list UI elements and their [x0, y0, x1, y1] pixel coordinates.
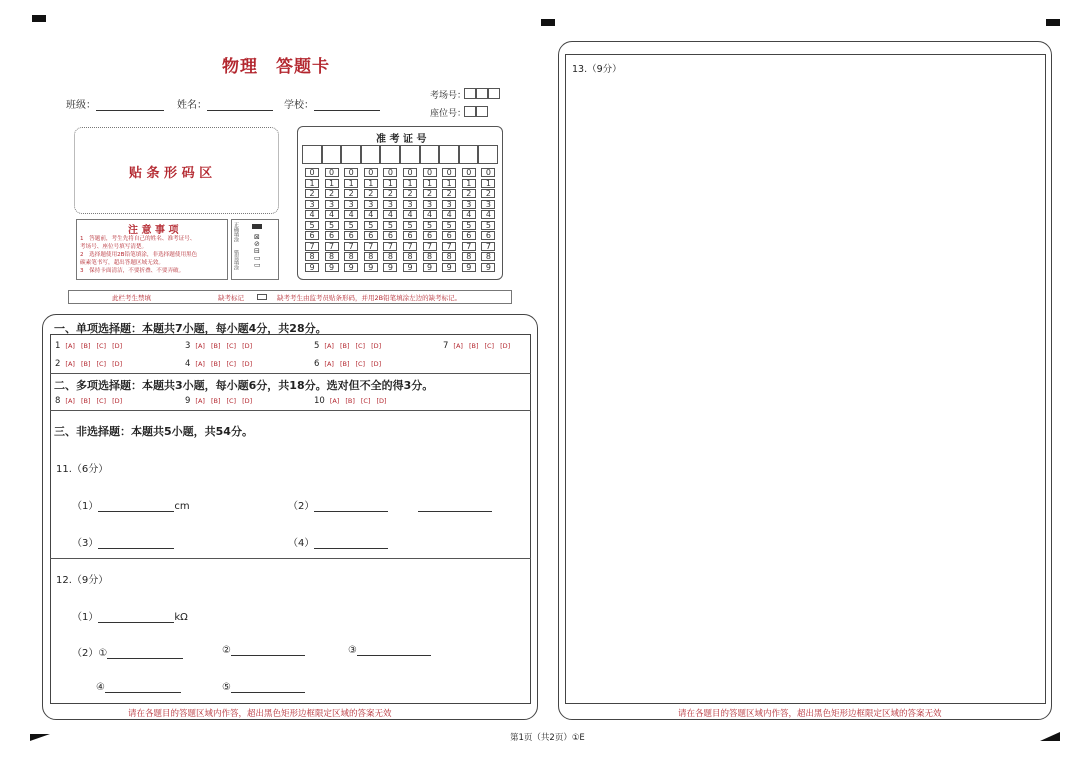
exam-id-bubble[interactable]: 7 [305, 242, 319, 251]
exam-id-bubble[interactable]: 0 [403, 168, 417, 177]
option-bubble[interactable]: [A] [324, 342, 334, 350]
exam-id-bubble[interactable]: 4 [364, 210, 378, 219]
absent-bar-mid: 缺考标记 [218, 294, 244, 302]
exam-id-bubble[interactable]: 4 [344, 210, 358, 219]
choice-question-2 [55, 358, 128, 369]
q11-part4[interactable]: （4） [288, 534, 388, 549]
exam-id-bubble[interactable]: 5 [423, 221, 437, 230]
q12-unit-kohm: kΩ [174, 612, 188, 623]
exam-id-bubble[interactable]: 9 [442, 263, 456, 272]
exam-id-bubble[interactable]: 8 [423, 252, 437, 261]
absent-bar-right: 缺考考生由监考员贴条形码，并用2B铅笔填涂左边的缺考标记。 [277, 294, 462, 302]
notice-text: 1 答题前，考生先将自己的姓名、准考证号、 考场号、座位号填写清楚。 2 选择题使用2B铅笔填涂，非选择题使用黑色 碳素笔书写，超出答题区域无效。 3 保持卡面清洁，不要折叠、不要弄破。 [80, 236, 198, 274]
option-bubble[interactable]: [A] [65, 360, 75, 368]
left-warning: 请在各题目的答题区域内作答，超出黑色矩形边框限定区域的答案无效 [128, 709, 392, 719]
exam-id-bubble[interactable]: 0 [423, 168, 437, 177]
exam-id-bubble[interactable]: 8 [462, 252, 476, 261]
option-bubble[interactable]: [D] [376, 397, 387, 405]
option-bubble[interactable]: [D] [112, 342, 123, 350]
option-bubble[interactable]: [C] [355, 360, 366, 368]
exam-id-bubble[interactable]: 4 [403, 210, 417, 219]
exam-id-bubble[interactable]: 3 [364, 200, 378, 209]
school-label: 学校： [284, 100, 314, 111]
seat-box-2[interactable] [476, 106, 488, 117]
school-field[interactable] [284, 96, 380, 111]
exam-id-bubble[interactable]: 9 [344, 263, 358, 272]
exam-id-bubble[interactable]: 6 [481, 231, 495, 240]
exam-id-bubble[interactable]: 7 [325, 242, 339, 251]
option-bubble[interactable]: [B] [339, 342, 350, 350]
option-bubble[interactable]: [D] [242, 397, 253, 405]
exam-id-bubble[interactable]: 9 [403, 263, 417, 272]
exam-id-bubble[interactable]: 1 [481, 179, 495, 188]
exam-id-bubble[interactable]: 8 [364, 252, 378, 261]
exam-id-bubble[interactable]: 9 [364, 263, 378, 272]
exam-id-bubble[interactable]: 8 [481, 252, 495, 261]
absent-bar-left: 此栏考生禁填 [112, 294, 151, 302]
fill-sample-correct-label: 正确填涂 [233, 222, 239, 242]
exam-id-bubble[interactable]: 6 [344, 231, 358, 240]
exam-id-bubble[interactable]: 7 [423, 242, 437, 251]
q12-part2-1[interactable]: （2）① [72, 644, 183, 659]
exam-id-bubble[interactable]: 2 [423, 189, 437, 198]
exam-id-bubble[interactable]: 3 [325, 200, 339, 209]
exam-id-bubble[interactable]: 1 [305, 179, 319, 188]
option-bubble[interactable]: [B] [210, 342, 221, 350]
timing-mark-top-left [32, 15, 46, 22]
exam-id-bubble[interactable]: 7 [462, 242, 476, 251]
class-field[interactable] [66, 96, 164, 111]
exam-id-bubble[interactable]: 3 [305, 200, 319, 209]
choice-question-6 [314, 358, 387, 369]
absent-mark-checkbox[interactable] [257, 294, 267, 300]
q12-part2-2[interactable]: ② [222, 644, 305, 656]
question-number: 4 [185, 359, 191, 369]
q11-unit-cm: cm [174, 501, 190, 512]
exam-id-bubble[interactable]: 2 [383, 189, 397, 198]
choice-question-8 [55, 395, 128, 406]
option-bubble[interactable]: [A] [65, 397, 75, 405]
exam-id-bubble[interactable]: 9 [481, 263, 495, 272]
exam-id-bubble[interactable]: 6 [364, 231, 378, 240]
option-bubble[interactable]: [A] [329, 397, 340, 405]
section-1-title: 一、单项选择题：本题共7小题，每小题4分，共28分。 [54, 322, 327, 335]
exam-id-bubble[interactable]: 7 [481, 242, 495, 251]
exam-id-bubble[interactable]: 1 [442, 179, 456, 188]
exam-id-bubble[interactable]: 4 [325, 210, 339, 219]
exam-id-bubble[interactable]: 6 [442, 231, 456, 240]
exam-id-label: 准 考 证 号 [376, 134, 427, 145]
exam-id-bubble[interactable]: 1 [383, 179, 397, 188]
exam-id-bubble[interactable]: 1 [325, 179, 339, 188]
exam-id-bubble[interactable]: 0 [481, 168, 495, 177]
section-3-title: 三、非选择题：本题共5小题，共54分。 [54, 425, 253, 438]
exam-id-bubble[interactable]: 7 [364, 242, 378, 251]
page-title: 物理 答题卡 [222, 57, 330, 77]
exam-id-bubble[interactable]: 6 [462, 231, 476, 240]
exam-id-digit-box[interactable] [400, 145, 420, 164]
option-bubble[interactable]: [B] [210, 397, 221, 405]
q12-part1[interactable]: （1） kΩ [72, 612, 188, 623]
exam-id-bubble[interactable]: 5 [305, 221, 319, 230]
corner-mark-bottom-right [1040, 732, 1060, 741]
option-bubble[interactable]: [D] [242, 360, 253, 368]
exam-id-bubble[interactable]: 3 [481, 200, 495, 209]
option-bubble[interactable]: [B] [345, 397, 355, 405]
exam-id-bubble[interactable]: 9 [305, 263, 319, 272]
option-bubble[interactable]: [A] [324, 360, 334, 368]
option-bubble[interactable]: [B] [210, 360, 221, 368]
option-bubble[interactable]: [A] [195, 397, 205, 405]
exam-id-bubble[interactable]: 1 [423, 179, 437, 188]
room-box-1[interactable] [464, 88, 476, 99]
option-bubble[interactable]: [A] [195, 342, 205, 350]
page-footer: 第1页（共2页）①E [510, 733, 585, 743]
seat-field[interactable] [430, 106, 466, 119]
exam-id-bubble[interactable]: 5 [462, 221, 476, 230]
option-bubble[interactable]: [C] [96, 360, 107, 368]
exam-id-digit-box[interactable] [478, 145, 498, 164]
question-number: 1 [55, 341, 61, 351]
divider-s3 [50, 410, 531, 411]
room-box-2[interactable] [476, 88, 488, 99]
option-bubble[interactable]: [B] [468, 342, 479, 350]
option-bubble[interactable]: [D] [371, 342, 382, 350]
exam-id-bubble[interactable]: 6 [325, 231, 339, 240]
barcode-label: 贴 条 形 码 区 [129, 166, 213, 181]
exam-id-digit-box[interactable] [341, 145, 361, 164]
choice-question-7 [443, 340, 516, 351]
exam-id-bubble[interactable]: 6 [423, 231, 437, 240]
question-number: 7 [443, 341, 449, 351]
exam-id-bubble[interactable]: 4 [462, 210, 476, 219]
option-bubble[interactable]: [D] [242, 342, 253, 350]
exam-id-bubble[interactable]: 4 [481, 210, 495, 219]
fill-sample-wrong-marks: ⊠ ⊘ ⊟ ▭ ▭ [254, 233, 261, 269]
q11-label: 11.（6分） [56, 464, 109, 475]
q11-part3[interactable]: （3） [72, 534, 174, 549]
option-bubble[interactable]: [C] [355, 342, 366, 350]
section-2-title: 二、多项选择题：本题共3小题，每小题6分，共18分。选对但不全的得3分。 [54, 379, 434, 392]
exam-id-bubble[interactable]: 3 [442, 200, 456, 209]
exam-id-bubble[interactable]: 8 [305, 252, 319, 261]
option-bubble[interactable]: [D] [112, 360, 123, 368]
exam-id-digit-box[interactable] [361, 145, 381, 164]
exam-id-digit-box[interactable] [302, 145, 322, 164]
option-bubble[interactable]: [C] [96, 397, 107, 405]
exam-id-bubble[interactable]: 9 [462, 263, 476, 272]
exam-id-bubble[interactable]: 1 [344, 179, 358, 188]
option-bubble[interactable]: [A] [453, 342, 463, 350]
exam-id-bubble[interactable]: 8 [442, 252, 456, 261]
exam-id-bubble[interactable]: 8 [403, 252, 417, 261]
exam-id-bubble[interactable]: 2 [364, 189, 378, 198]
exam-id-bubble[interactable]: 2 [442, 189, 456, 198]
exam-id-bubble[interactable]: 5 [364, 221, 378, 230]
exam-id-bubble[interactable]: 1 [403, 179, 417, 188]
exam-id-bubble[interactable]: 5 [325, 221, 339, 230]
q12-label: 12.（9分） [56, 575, 109, 586]
exam-id-bubble[interactable]: 5 [403, 221, 417, 230]
exam-id-bubble[interactable]: 5 [383, 221, 397, 230]
exam-id-bubble[interactable]: 9 [325, 263, 339, 272]
exam-id-digit-box[interactable] [420, 145, 440, 164]
question-number: 2 [55, 359, 61, 369]
exam-id-bubble[interactable]: 3 [403, 200, 417, 209]
exam-id-bubble[interactable]: 3 [462, 200, 476, 209]
exam-id-bubble[interactable]: 5 [344, 221, 358, 230]
divider-q12 [50, 558, 531, 559]
q13-label: 13.（9分） [572, 64, 622, 75]
exam-id-digit-box[interactable] [439, 145, 459, 164]
room-box-3[interactable] [488, 88, 500, 99]
name-field[interactable] [177, 96, 273, 111]
q13-answer-box[interactable] [565, 54, 1046, 704]
exam-id-bubble[interactable]: 1 [364, 179, 378, 188]
q12-part2-3[interactable]: ③ [348, 644, 431, 656]
class-label: 班级： [66, 100, 96, 111]
choice-question-4 [185, 358, 258, 369]
exam-id-bubble[interactable]: 8 [344, 252, 358, 261]
notice-title: 注 意 事 项 [128, 225, 179, 236]
exam-id-bubble[interactable]: 2 [481, 189, 495, 198]
option-bubble[interactable]: [A] [195, 360, 205, 368]
question-number: 3 [185, 341, 191, 351]
exam-id-bubble[interactable]: 3 [383, 200, 397, 209]
exam-id-bubble[interactable]: 3 [423, 200, 437, 209]
exam-id-bubble[interactable]: 6 [383, 231, 397, 240]
option-bubble[interactable]: [C] [226, 397, 237, 405]
exam-id-bubble[interactable]: 2 [344, 189, 358, 198]
option-bubble[interactable]: [C] [360, 397, 371, 405]
exam-id-digit-box[interactable] [459, 145, 479, 164]
option-bubble[interactable]: [C] [226, 342, 237, 350]
option-bubble[interactable]: [A] [65, 342, 75, 350]
exam-id-bubble[interactable]: 8 [383, 252, 397, 261]
fill-sample-wrong-label: 错误填涂 [233, 250, 239, 270]
exam-id-bubble[interactable]: 0 [344, 168, 358, 177]
divider-s2 [50, 373, 531, 374]
exam-id-bubble[interactable]: 2 [325, 189, 339, 198]
room-label: 考场号： [430, 91, 467, 101]
q11-part1[interactable]: （1） cm [72, 501, 190, 512]
q11-part2[interactable]: （2） [288, 497, 492, 512]
choice-question-9 [185, 395, 258, 406]
exam-id-bubble[interactable]: 4 [423, 210, 437, 219]
exam-id-bubble[interactable]: 4 [305, 210, 319, 219]
exam-id-bubble[interactable]: 6 [403, 231, 417, 240]
option-bubble[interactable]: [C] [484, 342, 495, 350]
option-bubble[interactable]: [D] [112, 397, 123, 405]
option-bubble[interactable]: [D] [500, 342, 511, 350]
fill-sample-correct-mark [252, 224, 262, 229]
room-field[interactable] [430, 88, 466, 101]
option-bubble[interactable]: [B] [80, 397, 91, 405]
choice-question-10 [314, 395, 393, 406]
exam-id-bubble[interactable]: 7 [344, 242, 358, 251]
exam-id-bubble[interactable]: 2 [403, 189, 417, 198]
exam-id-digit-box[interactable] [322, 145, 342, 164]
exam-id-bubble[interactable]: 0 [305, 168, 319, 177]
exam-id-bubble[interactable]: 4 [383, 210, 397, 219]
option-bubble[interactable]: [B] [339, 360, 350, 368]
exam-id-bubble[interactable]: 5 [481, 221, 495, 230]
exam-id-bubble[interactable]: 4 [442, 210, 456, 219]
question-number: 6 [314, 359, 320, 369]
exam-id-bubble[interactable]: 9 [423, 263, 437, 272]
choice-question-3 [185, 340, 258, 351]
exam-id-bubble[interactable]: 0 [383, 168, 397, 177]
exam-id-bubble[interactable]: 8 [325, 252, 339, 261]
exam-id-bubble[interactable]: 6 [305, 231, 319, 240]
option-bubble[interactable]: [C] [96, 342, 107, 350]
exam-id-bubble[interactable]: 0 [442, 168, 456, 177]
exam-id-bubble[interactable]: 7 [383, 242, 397, 251]
question-number: 9 [185, 396, 191, 406]
timing-mark-top-right [1046, 19, 1060, 26]
q12-part2-5[interactable]: ⑤ [222, 681, 305, 693]
question-number: 5 [314, 341, 320, 351]
seat-label: 座位号： [430, 109, 467, 119]
exam-id-bubble[interactable]: 9 [383, 263, 397, 272]
exam-id-bubble[interactable]: 0 [364, 168, 378, 177]
question-number: 8 [55, 396, 61, 406]
option-bubble[interactable]: [D] [371, 360, 382, 368]
option-bubble[interactable]: [B] [80, 360, 91, 368]
choice-question-5 [314, 340, 387, 351]
exam-id-bubble[interactable]: 5 [442, 221, 456, 230]
exam-id-digit-box[interactable] [380, 145, 400, 164]
right-warning: 请在各题目的答题区域内作答，超出黑色矩形边框限定区域的答案无效 [678, 709, 942, 719]
exam-id-bubble[interactable]: 7 [403, 242, 417, 251]
exam-id-bubble[interactable]: 2 [462, 189, 476, 198]
exam-id-bubble[interactable]: 0 [462, 168, 476, 177]
question-number: 10 [314, 396, 325, 406]
name-label: 姓名： [177, 100, 207, 111]
q12-part2-4[interactable]: ④ [96, 681, 181, 693]
exam-id-bubble[interactable]: 7 [442, 242, 456, 251]
seat-box-1[interactable] [464, 106, 476, 117]
exam-id-bubble[interactable]: 0 [325, 168, 339, 177]
option-bubble[interactable]: [B] [80, 342, 91, 350]
timing-mark-top-center [541, 19, 555, 26]
option-bubble[interactable]: [C] [226, 360, 237, 368]
corner-mark-bottom-left [30, 734, 50, 741]
exam-id-bubble[interactable]: 3 [344, 200, 358, 209]
exam-id-bubble[interactable]: 1 [462, 179, 476, 188]
choice-question-1 [55, 340, 128, 351]
exam-id-bubble[interactable]: 2 [305, 189, 319, 198]
